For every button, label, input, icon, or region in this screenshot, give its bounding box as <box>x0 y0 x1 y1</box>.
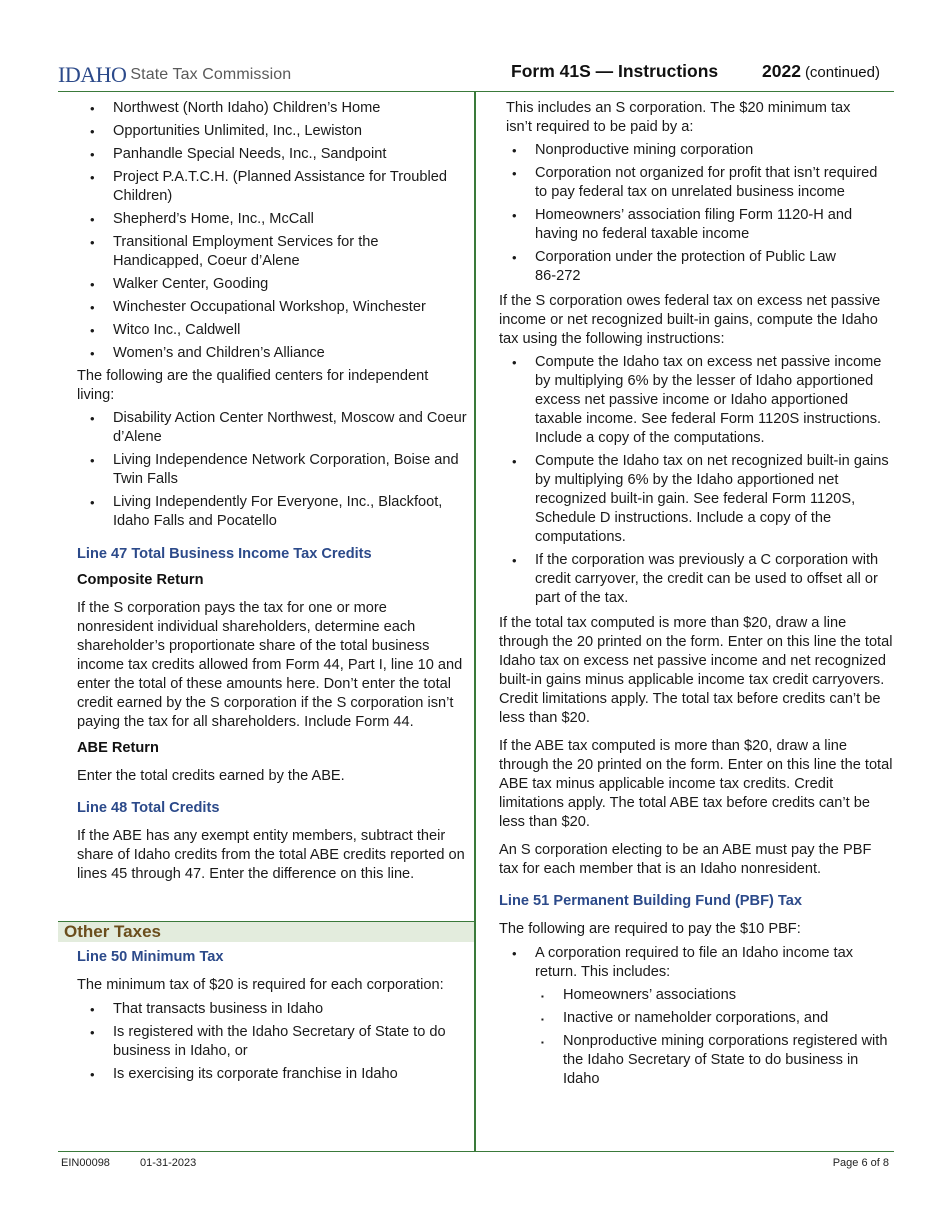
list-item: • Walker Center, Gooding <box>77 275 467 294</box>
list-item: • Compute the Idaho tax on excess net passive income by multiplying 6% by the lesser of Idaho apportioned excess net passive income or Idaho apportioned taxable income. See federal Form 1120S instructions. Include a copy of the computations. <box>499 353 893 448</box>
list-item: • Shepherd’s Home, Inc., McCall <box>77 210 467 229</box>
list-item: ▪ Nonproductive mining corporations registered with the Idaho Secretary of State to do business in Idaho <box>499 1032 893 1089</box>
abe-tax-text: If the ABE tax computed is more than $20, draw a line through the 20 printed on the form. Enter on this line the total ABE tax minus applicable income tax credits. Credit limitations apply. The total ABE tax before credits can’t be less than $20. <box>499 738 893 830</box>
list-item: • If the corporation was previously a C corporation with credit carryover, the credit can be used to offset all or part of the tax. <box>499 551 893 608</box>
list-item: • Witco Inc., Caldwell <box>77 321 467 340</box>
list-item: • Living Independently For Everyone, Inc., Blackfoot, Idaho Falls and Pocatello <box>77 493 467 531</box>
compute-list <box>499 353 893 608</box>
right-column <box>499 99 893 1093</box>
line50-text: The minimum tax of $20 is required for each corporation: <box>77 977 444 993</box>
page-number: Page 6 of 8 <box>832 1157 889 1169</box>
abe-text: Enter the total credits earned by the ABE. <box>77 768 345 784</box>
year-value: 2022 <box>762 61 801 81</box>
list-item: • Women’s and Children’s Alliance <box>77 344 467 363</box>
list-item: • Compute the Idaho tax on net recognized built-in gains by multiplying 6% by the Idaho apportioned net recognized built-in gain. See federal Form 1120S, Schedule D instructions. Include a copy of the computations. <box>499 452 893 547</box>
list-item: • Is registered with the Idaho Secretary of State to do business in Idaho, or <box>77 1023 467 1061</box>
left-column-lower <box>77 948 467 1088</box>
rehab-facilities-list <box>77 99 467 363</box>
idaho-logo-mark: IDAHO <box>58 61 127 87</box>
list-item: • Project P.A.T.C.H. (Planned Assistance for Troubled Children) <box>77 168 467 206</box>
list-item: • Living Independence Network Corporation, Boise and Twin Falls <box>77 451 467 489</box>
list-item: • Winchester Occupational Workshop, Winchester <box>77 298 467 317</box>
exempt-list <box>499 141 893 286</box>
line51-heading: Line 51 Permanent Building Fund (PBF) Tax <box>499 893 802 909</box>
composite-heading: Composite Return <box>77 572 204 588</box>
list-item: • Corporation not organized for profit that isn’t required to pay federal tax on unrelated business income <box>499 164 893 202</box>
list-item: • Northwest (North Idaho) Children’s Home <box>77 99 467 118</box>
pbf-abe-text: An S corporation electing to be an ABE must pay the PBF tax for each member that is an Idaho nonresident. <box>499 842 872 877</box>
agency-name: State Tax Commission <box>130 65 292 83</box>
centers-intro: The following are the qualified centers for independent living: <box>77 368 429 403</box>
list-item: • Corporation under the protection of Public Law 86-272 <box>499 248 893 286</box>
composite-text: If the S corporation pays the tax for one or more nonresident individual shareholders, determine each shareholder’s proportionate share of the total business income tax credits allowed from Form 44, Part I, line 10 and enter the total of these amounts here. Don’t enter the total credit earned by the S corporation if the S corporation isn’t paying the tax for all shareholders. Include Form 44. <box>77 600 463 730</box>
list-item: • Disability Action Center Northwest, Moscow and Coeur d’Alene <box>77 409 467 447</box>
header-rule <box>58 91 894 92</box>
list-item: • Nonproductive mining corporation <box>499 141 893 160</box>
list-item: • Is exercising its corporate franchise in Idaho <box>77 1065 467 1084</box>
list-item: • Opportunities Unlimited, Inc., Lewiston <box>77 122 467 141</box>
line48-text: If the ABE has any exempt entity members, subtract their share of Idaho credits from the total ABE credits reported on lines 45 through 47. Enter the difference on this line. <box>77 828 465 882</box>
form-code: EIN00098 <box>61 1157 110 1169</box>
excess-income-text: If the S corporation owes federal tax on excess net passive income or net recognized built-in gains, compute the Idaho tax using the following instructions: <box>499 293 881 347</box>
list-item <box>499 944 893 982</box>
line50-heading: Line 50 Minimum Tax <box>77 949 224 965</box>
line51-text: The following are required to pay the $10 PBF: <box>499 921 801 937</box>
line48-heading: Line 48 Total Credits <box>77 800 220 816</box>
pbf-list-item-text: A corporation required to file an Idaho income tax return. This includes: <box>535 945 854 980</box>
right-intro: This includes an S corporation. The $20 minimum tax isn’t required to be paid by a: <box>506 100 851 135</box>
pbf-list <box>499 944 893 982</box>
list-item: ▪ Inactive or nameholder corporations, and <box>499 1009 893 1028</box>
minimum-tax-list <box>77 1000 467 1084</box>
left-column <box>77 99 467 893</box>
list-item: • Homeowners’ association filing Form 1120-H and having no federal taxable income <box>499 206 893 244</box>
column-divider <box>474 91 476 1152</box>
form-title: Form 41S — Instructions <box>511 61 719 81</box>
line47-heading: Line 47 Total Business Income Tax Credits <box>77 546 372 562</box>
form-year <box>762 62 880 82</box>
total-tax-text: If the total tax computed is more than $20, draw a line through the 20 printed on the form. Enter on this line the total Idaho tax on excess net passive income and net recognized built-in gains minus applicable income tax credit carryovers. Credit limitations apply. The total tax before credits can’t be less than $20. <box>499 615 893 726</box>
list-item: • Transitional Employment Services for the Handicapped, Coeur d’Alene <box>77 233 467 271</box>
list-item: • That transacts business in Idaho <box>77 1000 467 1019</box>
footer-rule <box>58 1151 894 1152</box>
section-other-taxes: Other Taxes <box>58 922 474 942</box>
list-item: • Panhandle Special Needs, Inc., Sandpoint <box>77 145 467 164</box>
revision-date: 01-31-2023 <box>140 1157 197 1169</box>
abe-heading: ABE Return <box>77 740 159 756</box>
agency-logo <box>58 62 291 86</box>
independent-living-list <box>77 409 467 531</box>
list-item: ▪ Homeowners’ associations <box>499 986 893 1005</box>
pbf-sublist <box>499 986 893 1089</box>
continued-label: (continued) <box>804 64 880 81</box>
